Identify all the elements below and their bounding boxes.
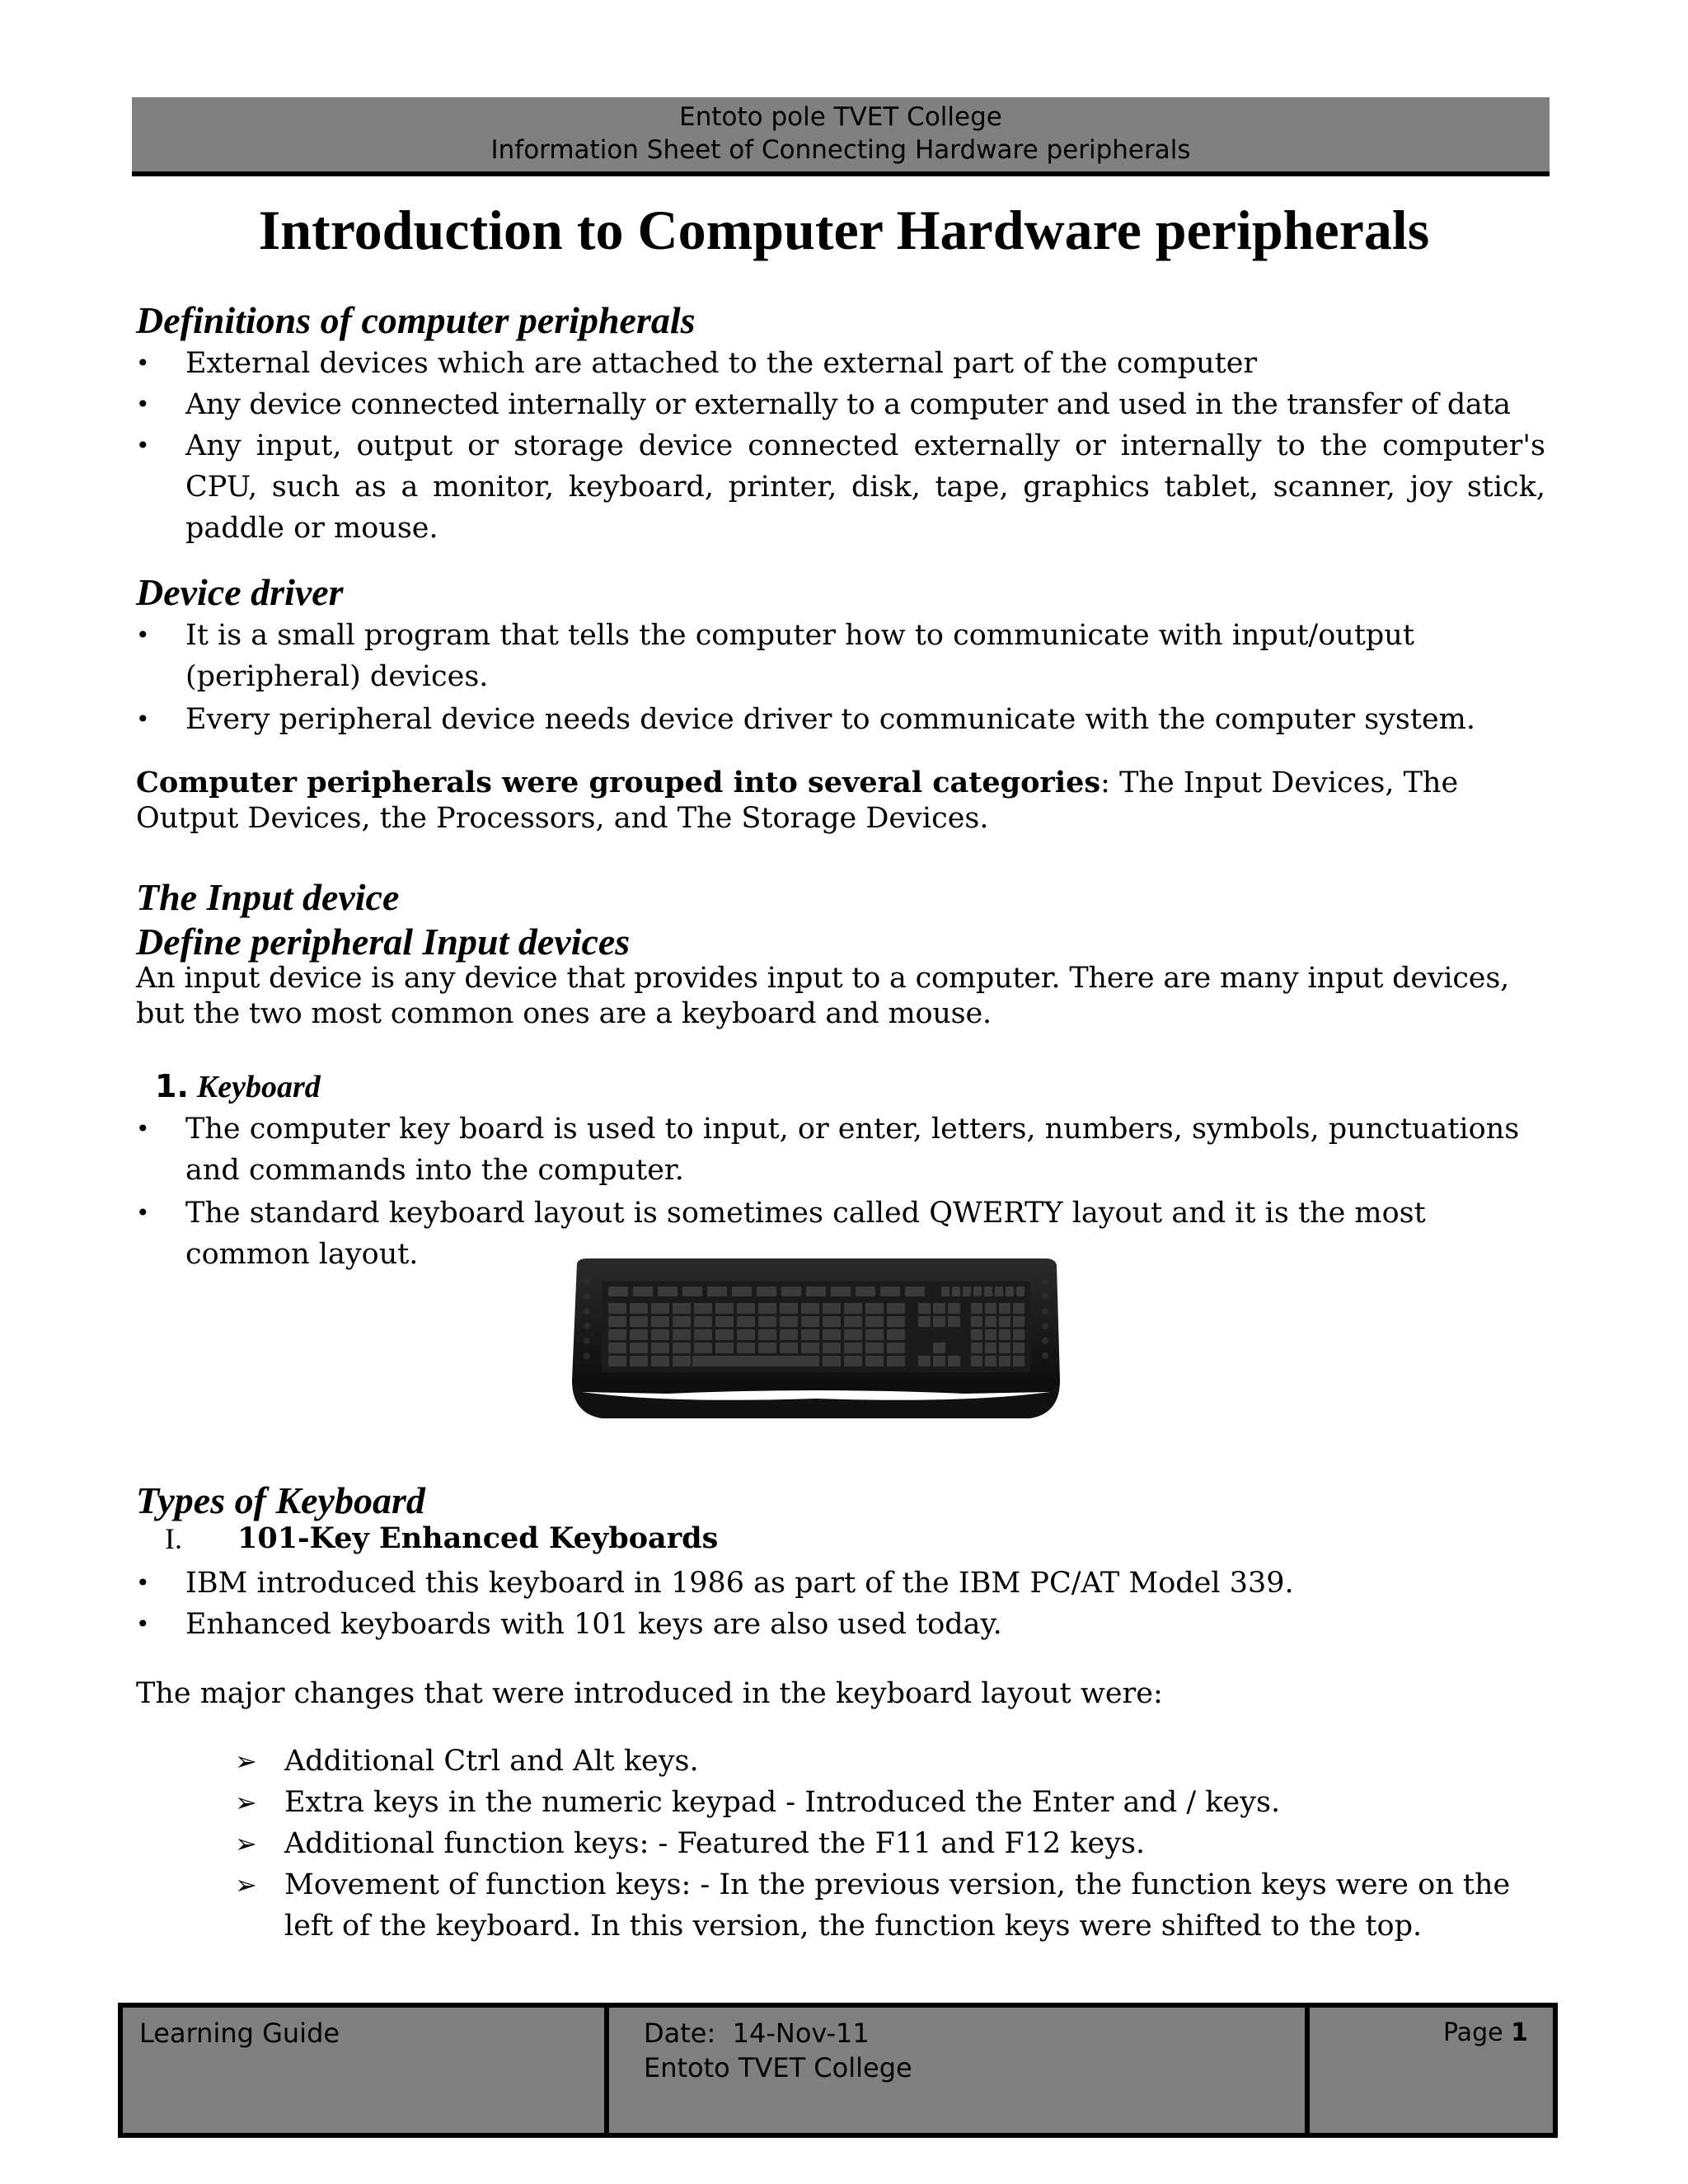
- changes-intro: The major changes that were introduced in the keyboard layout were:: [136, 1677, 1163, 1710]
- keyboard-key: [758, 1343, 776, 1353]
- keyboard-key: [865, 1329, 884, 1340]
- keyboard-heading: [155, 1068, 321, 1105]
- keyboard-key: [673, 1343, 691, 1353]
- keyboard-key: [608, 1286, 628, 1296]
- keyboard-key: [844, 1316, 862, 1327]
- keyboard-key: [633, 1286, 653, 1296]
- keyboard-key: [651, 1303, 669, 1314]
- keyboard-key: [995, 1286, 1003, 1296]
- keyboard-key: [831, 1286, 851, 1296]
- keyboard-key: [971, 1329, 982, 1340]
- list-item: ➢ Movement of function keys: - In the previous version, the function keys were on the left of the keyboard. In this version, the function keys were shifted to the top.: [235, 1864, 1545, 1947]
- changes-list: [235, 1741, 1545, 1947]
- keyboard-key: [758, 1303, 776, 1314]
- keyboard-key: [1013, 1343, 1025, 1353]
- keyboard-key: [801, 1343, 819, 1353]
- keyboard-key: [933, 1303, 945, 1314]
- keyboard-key: [865, 1356, 884, 1366]
- keyboard-key: [985, 1329, 996, 1340]
- keyboard-key: [715, 1329, 734, 1340]
- keyboard-key: [780, 1329, 798, 1340]
- keyboard-key: [999, 1343, 1010, 1353]
- keyboard-key: [823, 1316, 841, 1327]
- keyboard-key: [844, 1329, 862, 1340]
- list-item: • External devices which are attached to the external part of the computer: [136, 347, 1258, 380]
- keyboard-key: [1013, 1303, 1025, 1314]
- keyboard-key: [933, 1316, 945, 1327]
- list-item: ➢ Additional Ctrl and Alt keys.: [235, 1741, 1545, 1782]
- keyboard-key: [999, 1303, 1010, 1314]
- keyboard-key: [985, 1343, 996, 1353]
- keyboard-key: [715, 1343, 734, 1353]
- keyboard-label: Keyboard: [196, 1070, 321, 1104]
- keyboard-key: [823, 1356, 841, 1366]
- keyboard-key: [780, 1343, 798, 1353]
- arrow-icon: ➢: [235, 1746, 257, 1777]
- keyboard-key: [918, 1316, 931, 1327]
- keyboard-key: [715, 1316, 734, 1327]
- keyboard-key: [758, 1329, 776, 1340]
- keyboard-key: [732, 1286, 752, 1296]
- keyboard-key: [973, 1286, 982, 1296]
- keyboard-key: [823, 1343, 841, 1353]
- page-header: [132, 97, 1550, 176]
- keyboard-key: [905, 1286, 925, 1296]
- keyboard-key: [844, 1303, 862, 1314]
- list-item: • Every peripheral device needs device driver to communicate with the computer system.: [136, 703, 1475, 736]
- footer-page-label: Page: [1442, 2018, 1503, 2047]
- keyboard-key: [801, 1303, 819, 1314]
- footer-date-cell: [609, 2008, 1310, 2133]
- keyboard-key: [887, 1343, 905, 1353]
- list-item: • IBM introduced this keyboard in 1986 as part of the IBM PC/AT Model 339.: [136, 1567, 1294, 1600]
- footer-date-label: Date:: [644, 2018, 716, 2049]
- keyboard-key: [985, 1356, 996, 1366]
- arrow-icon: ➢: [235, 1787, 257, 1818]
- keyboard-key: [651, 1329, 669, 1340]
- keyboard-key: [933, 1343, 945, 1353]
- header-sheet-title: Information Sheet of Connecting Hardware peripherals: [490, 135, 1191, 165]
- header-college: Entoto pole TVET College: [679, 102, 1002, 132]
- keyboard-key: [887, 1329, 905, 1340]
- keyboard-list: [136, 1108, 1545, 1275]
- keyboard-key: [673, 1356, 691, 1366]
- keyboard-key: [880, 1286, 900, 1296]
- device-driver-heading: Device driver: [136, 571, 344, 613]
- keyboard-key: [707, 1286, 727, 1296]
- input-device-heading: The Input device: [136, 876, 400, 918]
- keyboard-key: [692, 1356, 816, 1366]
- categories-bold: Computer peripherals were grouped into several categories: [136, 766, 1101, 799]
- types-list: [136, 1563, 1545, 1645]
- keyboard-key: [985, 1316, 996, 1327]
- roman-numeral: I.: [165, 1522, 182, 1555]
- keyboard-key: [971, 1343, 982, 1353]
- keyboard-key: [694, 1303, 712, 1314]
- keyboard-key: [781, 1286, 801, 1296]
- keyboard-key: [844, 1343, 862, 1353]
- keyboard-key: [630, 1303, 648, 1314]
- page-footer: [118, 2003, 1558, 2138]
- keyboard-key: [630, 1356, 648, 1366]
- keyboard-key: [865, 1316, 884, 1327]
- keyboard-key: [1006, 1286, 1014, 1296]
- keyboard-key: [887, 1356, 905, 1366]
- keyboard-key: [673, 1316, 691, 1327]
- list-item: • The computer key board is used to input, or enter, letters, numbers, symbols, punctuations and commands into the computer.: [136, 1113, 1520, 1187]
- list-item: • Any device connected internally or externally to a computer and used in the transfer of data: [136, 388, 1511, 421]
- keyboard-key: [971, 1356, 982, 1366]
- keyboard-key: [737, 1303, 755, 1314]
- arrow-icon: ➢: [235, 1869, 257, 1900]
- keyboard-key: [887, 1316, 905, 1327]
- keyboard-key: [694, 1316, 712, 1327]
- keyboard-key: [801, 1316, 819, 1327]
- list-item: • Any input, output or storage device connected externally or internally to the computer's CPU, such as a monitor, keyboard, printer, disk, tape, graphics tablet, scanner, joy stick, paddle or mouse.: [136, 429, 1545, 545]
- keyboard-key: [948, 1303, 960, 1314]
- keyboard-key: [651, 1356, 669, 1366]
- keyboard-key: [608, 1316, 626, 1327]
- keyboard-key: [865, 1303, 884, 1314]
- keyboard-key: [673, 1303, 691, 1314]
- keyboard-key: [999, 1316, 1010, 1327]
- keyboard-key: [971, 1316, 982, 1327]
- keyboard-key: [737, 1343, 755, 1353]
- keyboard-key: [651, 1316, 669, 1327]
- definitions-heading: Definitions of computer peripherals: [136, 299, 696, 341]
- keyboard-key: [630, 1343, 648, 1353]
- footer-date-value: 14-Nov-11: [732, 2018, 870, 2049]
- types-subheading: [165, 1521, 719, 1556]
- footer-page-number: 1: [1511, 2018, 1528, 2047]
- keyboard-key: [780, 1316, 798, 1327]
- subheading-label: 101-Key Enhanced Keyboards: [237, 1521, 719, 1555]
- keyboard-key: [952, 1286, 960, 1296]
- keyboard-key: [918, 1303, 931, 1314]
- device-driver-list: [136, 615, 1545, 740]
- keyboard-key: [737, 1329, 755, 1340]
- keyboard-key: [758, 1316, 776, 1327]
- keyboard-key: [608, 1343, 626, 1353]
- keyboard-image: [569, 1257, 1063, 1422]
- list-item: • It is a small program that tells the computer how to communicate with input/output (peripheral) devices.: [136, 619, 1414, 693]
- keyboard-key: [608, 1356, 626, 1366]
- keyboard-key: [865, 1343, 884, 1353]
- keyboard-number: 1.: [155, 1068, 189, 1104]
- keyboard-key: [658, 1286, 678, 1296]
- keyboard-key: [737, 1316, 755, 1327]
- footer-page-cell: [1310, 2008, 1553, 2133]
- definitions-list: [136, 343, 1545, 549]
- keyboard-key: [823, 1303, 841, 1314]
- footer-college: Entoto TVET College: [644, 2052, 912, 2083]
- keyboard-key: [985, 1303, 996, 1314]
- keyboard-key: [682, 1286, 702, 1296]
- keyboard-key: [933, 1356, 945, 1366]
- keyboard-key: [844, 1356, 862, 1366]
- list-item: • Enhanced keyboards with 101 keys are also used today.: [136, 1608, 1002, 1641]
- list-item: • The standard keyboard layout is sometimes called QWERTY layout and it is the most common layout.: [136, 1197, 1426, 1271]
- keyboard-key: [984, 1286, 992, 1296]
- footer-learning-guide: Learning Guide: [123, 2008, 609, 2133]
- keyboard-key: [971, 1303, 982, 1314]
- keyboard-key: [608, 1329, 626, 1340]
- keyboard-key: [918, 1356, 931, 1366]
- define-input-heading: Define peripheral Input devices: [136, 921, 631, 963]
- keyboard-key: [806, 1286, 826, 1296]
- keyboard-key: [999, 1356, 1010, 1366]
- categories-paragraph: [136, 765, 1496, 837]
- keyboard-key: [1013, 1316, 1025, 1327]
- keyboard-key: [630, 1316, 648, 1327]
- keyboard-key: [963, 1286, 971, 1296]
- keyboard-key: [608, 1303, 626, 1314]
- list-item: ➢ Additional function keys: - Featured the F11 and F12 keys.: [235, 1823, 1545, 1864]
- keyboard-key: [715, 1303, 734, 1314]
- keyboard-key: [757, 1286, 776, 1296]
- keyboard-key: [694, 1329, 712, 1340]
- list-item: ➢ Extra keys in the numeric keypad - Introduced the Enter and / keys.: [235, 1782, 1545, 1823]
- keyboard-key: [823, 1329, 841, 1340]
- page-title: Introduction to Computer Hardware peripherals: [258, 199, 1430, 261]
- keyboard-key: [1013, 1329, 1025, 1340]
- keyboard-key: [948, 1316, 960, 1327]
- keyboard-key: [630, 1329, 648, 1340]
- keyboard-key: [856, 1286, 875, 1296]
- keyboard-key: [1016, 1286, 1025, 1296]
- types-heading: Types of Keyboard: [136, 1479, 425, 1521]
- keyboard-key: [999, 1329, 1010, 1340]
- keyboard-key: [941, 1286, 950, 1296]
- categories-text: : The Input Devices, The Output Devices, the Processors, and The Storage Devices.: [136, 766, 1459, 835]
- keyboard-key: [780, 1303, 798, 1314]
- keyboard-key: [1013, 1356, 1025, 1366]
- keyboard-key: [651, 1343, 669, 1353]
- keyboard-key: [801, 1329, 819, 1340]
- keyboard-key: [673, 1329, 691, 1340]
- keyboard-key: [887, 1303, 905, 1314]
- arrow-icon: ➢: [235, 1828, 257, 1859]
- input-device-paragraph: An input device is any device that provides input to a computer. There are many input devices, but the two most common ones are a keyboard and mouse.: [136, 962, 1510, 1030]
- keyboard-key: [694, 1343, 712, 1353]
- keyboard-key: [948, 1356, 960, 1366]
